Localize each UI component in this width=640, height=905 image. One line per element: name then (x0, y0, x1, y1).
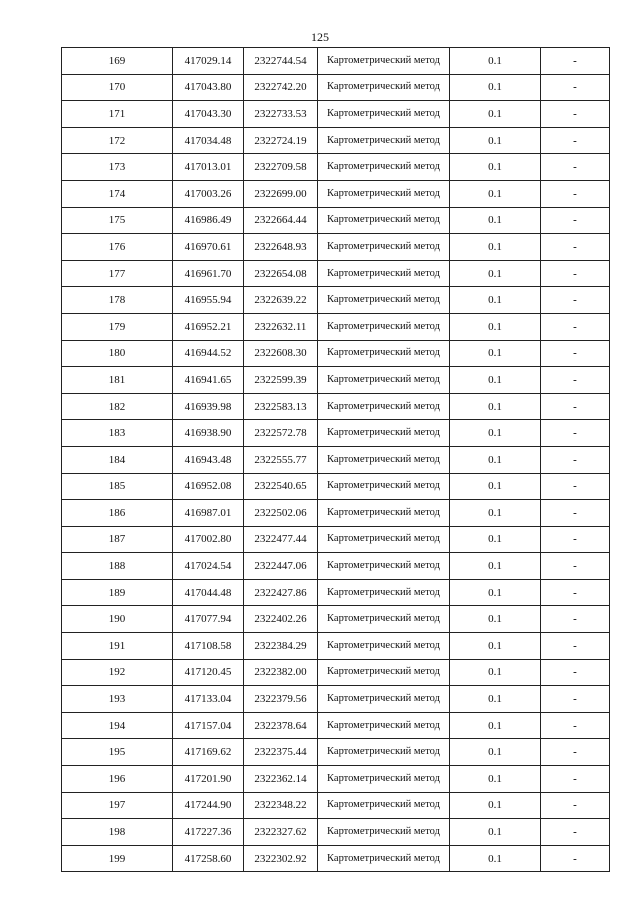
x-coordinate-cell: 417244.90 (173, 792, 244, 819)
method-cell: Картометрический метод (318, 367, 450, 394)
point-number-cell: 187 (62, 526, 173, 553)
method-cell: Картометрический метод (318, 659, 450, 686)
point-number-cell: 188 (62, 553, 173, 580)
table-row (62, 633, 610, 660)
accuracy-cell: 0.1 (450, 207, 541, 234)
y-coordinate-cell: 2322327.62 (244, 819, 318, 846)
method-cell: Картометрический метод (318, 101, 450, 128)
table-row (62, 739, 610, 766)
y-coordinate-cell: 2322362.14 (244, 766, 318, 793)
accuracy-cell: 0.1 (450, 154, 541, 181)
point-number-cell: 173 (62, 154, 173, 181)
point-number-cell: 193 (62, 686, 173, 713)
note-cell: - (541, 180, 610, 207)
note-cell: - (541, 287, 610, 314)
y-coordinate-cell: 2322599.39 (244, 367, 318, 394)
accuracy-cell: 0.1 (450, 500, 541, 527)
accuracy-cell: 0.1 (450, 48, 541, 75)
x-coordinate-cell: 416952.21 (173, 313, 244, 340)
point-number-cell: 194 (62, 712, 173, 739)
y-coordinate-cell: 2322709.58 (244, 154, 318, 181)
note-cell: - (541, 154, 610, 181)
accuracy-cell: 0.1 (450, 845, 541, 872)
point-number-cell: 196 (62, 766, 173, 793)
x-coordinate-cell: 416939.98 (173, 393, 244, 420)
y-coordinate-cell: 2322742.20 (244, 74, 318, 101)
point-number-cell: 179 (62, 313, 173, 340)
point-number-cell: 185 (62, 473, 173, 500)
note-cell: - (541, 367, 610, 394)
table-row (62, 473, 610, 500)
table-row (62, 553, 610, 580)
y-coordinate-cell: 2322402.26 (244, 606, 318, 633)
note-cell: - (541, 686, 610, 713)
point-number-cell: 171 (62, 101, 173, 128)
accuracy-cell: 0.1 (450, 473, 541, 500)
x-coordinate-cell: 417002.80 (173, 526, 244, 553)
x-coordinate-cell: 416938.90 (173, 420, 244, 447)
method-cell: Картометрический метод (318, 154, 450, 181)
note-cell: - (541, 393, 610, 420)
x-coordinate-cell: 417043.30 (173, 101, 244, 128)
note-cell: - (541, 234, 610, 261)
point-number-cell: 186 (62, 500, 173, 527)
x-coordinate-cell: 416941.65 (173, 367, 244, 394)
point-number-cell: 176 (62, 234, 173, 261)
y-coordinate-cell: 2322502.06 (244, 500, 318, 527)
y-coordinate-cell: 2322733.53 (244, 101, 318, 128)
y-coordinate-cell: 2322724.19 (244, 127, 318, 154)
x-coordinate-cell: 417077.94 (173, 606, 244, 633)
table-row (62, 500, 610, 527)
x-coordinate-cell: 416955.94 (173, 287, 244, 314)
point-number-cell: 170 (62, 74, 173, 101)
accuracy-cell: 0.1 (450, 127, 541, 154)
table-row (62, 234, 610, 261)
x-coordinate-cell: 416944.52 (173, 340, 244, 367)
y-coordinate-cell: 2322382.00 (244, 659, 318, 686)
x-coordinate-cell: 417043.80 (173, 74, 244, 101)
x-coordinate-cell: 417227.36 (173, 819, 244, 846)
table-row (62, 74, 610, 101)
note-cell: - (541, 74, 610, 101)
note-cell: - (541, 712, 610, 739)
note-cell: - (541, 446, 610, 473)
method-cell: Картометрический метод (318, 127, 450, 154)
y-coordinate-cell: 2322608.30 (244, 340, 318, 367)
note-cell: - (541, 526, 610, 553)
note-cell: - (541, 127, 610, 154)
y-coordinate-cell: 2322447.06 (244, 553, 318, 580)
x-coordinate-cell: 417258.60 (173, 845, 244, 872)
method-cell: Картометрический метод (318, 633, 450, 660)
table-row (62, 579, 610, 606)
y-coordinate-cell: 2322540.65 (244, 473, 318, 500)
y-coordinate-cell: 2322302.92 (244, 845, 318, 872)
point-number-cell: 191 (62, 633, 173, 660)
x-coordinate-cell: 417133.04 (173, 686, 244, 713)
method-cell: Картометрический метод (318, 819, 450, 846)
table-row (62, 606, 610, 633)
table-row (62, 393, 610, 420)
note-cell: - (541, 48, 610, 75)
point-number-cell: 199 (62, 845, 173, 872)
table-row (62, 287, 610, 314)
accuracy-cell: 0.1 (450, 606, 541, 633)
note-cell: - (541, 659, 610, 686)
accuracy-cell: 0.1 (450, 340, 541, 367)
note-cell: - (541, 766, 610, 793)
note-cell: - (541, 313, 610, 340)
table-row (62, 48, 610, 75)
table-row (62, 154, 610, 181)
point-number-cell: 192 (62, 659, 173, 686)
point-number-cell: 182 (62, 393, 173, 420)
method-cell: Картометрический метод (318, 766, 450, 793)
y-coordinate-cell: 2322348.22 (244, 792, 318, 819)
table-row (62, 819, 610, 846)
table-row (62, 367, 610, 394)
y-coordinate-cell: 2322375.44 (244, 739, 318, 766)
note-cell: - (541, 579, 610, 606)
table-row (62, 526, 610, 553)
table-row (62, 260, 610, 287)
y-coordinate-cell: 2322555.77 (244, 446, 318, 473)
note-cell: - (541, 340, 610, 367)
method-cell: Картометрический метод (318, 180, 450, 207)
table-row (62, 659, 610, 686)
method-cell: Картометрический метод (318, 446, 450, 473)
point-number-cell: 178 (62, 287, 173, 314)
accuracy-cell: 0.1 (450, 792, 541, 819)
accuracy-cell: 0.1 (450, 180, 541, 207)
x-coordinate-cell: 417034.48 (173, 127, 244, 154)
accuracy-cell: 0.1 (450, 101, 541, 128)
accuracy-cell: 0.1 (450, 686, 541, 713)
note-cell: - (541, 792, 610, 819)
point-number-cell: 195 (62, 739, 173, 766)
y-coordinate-cell: 2322378.64 (244, 712, 318, 739)
table-row (62, 766, 610, 793)
point-number-cell: 177 (62, 260, 173, 287)
accuracy-cell: 0.1 (450, 234, 541, 261)
y-coordinate-cell: 2322427.86 (244, 579, 318, 606)
x-coordinate-cell: 417024.54 (173, 553, 244, 580)
table-row (62, 127, 610, 154)
accuracy-cell: 0.1 (450, 420, 541, 447)
method-cell: Картометрический метод (318, 48, 450, 75)
accuracy-cell: 0.1 (450, 313, 541, 340)
x-coordinate-cell: 416987.01 (173, 500, 244, 527)
method-cell: Картометрический метод (318, 313, 450, 340)
note-cell: - (541, 739, 610, 766)
y-coordinate-cell: 2322654.08 (244, 260, 318, 287)
table-row (62, 686, 610, 713)
method-cell: Картометрический метод (318, 553, 450, 580)
table-row (62, 340, 610, 367)
table-row (62, 446, 610, 473)
method-cell: Картометрический метод (318, 207, 450, 234)
method-cell: Картометрический метод (318, 340, 450, 367)
point-number-cell: 197 (62, 792, 173, 819)
point-number-cell: 180 (62, 340, 173, 367)
note-cell: - (541, 260, 610, 287)
x-coordinate-cell: 417120.45 (173, 659, 244, 686)
note-cell: - (541, 553, 610, 580)
method-cell: Картометрический метод (318, 792, 450, 819)
page-number: 125 (311, 30, 329, 44)
x-coordinate-cell: 417044.48 (173, 579, 244, 606)
point-number-cell: 181 (62, 367, 173, 394)
coordinates-table (61, 47, 610, 872)
table-row (62, 101, 610, 128)
note-cell: - (541, 420, 610, 447)
method-cell: Картометрический метод (318, 579, 450, 606)
point-number-cell: 174 (62, 180, 173, 207)
accuracy-cell: 0.1 (450, 446, 541, 473)
x-coordinate-cell: 416952.08 (173, 473, 244, 500)
note-cell: - (541, 500, 610, 527)
accuracy-cell: 0.1 (450, 553, 541, 580)
point-number-cell: 198 (62, 819, 173, 846)
table-row (62, 420, 610, 447)
point-number-cell: 189 (62, 579, 173, 606)
accuracy-cell: 0.1 (450, 367, 541, 394)
table-row (62, 207, 610, 234)
accuracy-cell: 0.1 (450, 739, 541, 766)
x-coordinate-cell: 417108.58 (173, 633, 244, 660)
note-cell: - (541, 633, 610, 660)
table-row (62, 792, 610, 819)
point-number-cell: 190 (62, 606, 173, 633)
point-number-cell: 184 (62, 446, 173, 473)
method-cell: Картометрический метод (318, 287, 450, 314)
accuracy-cell: 0.1 (450, 712, 541, 739)
table-row (62, 712, 610, 739)
table-row (62, 180, 610, 207)
point-number-cell: 169 (62, 48, 173, 75)
method-cell: Картометрический метод (318, 712, 450, 739)
y-coordinate-cell: 2322632.11 (244, 313, 318, 340)
accuracy-cell: 0.1 (450, 393, 541, 420)
note-cell: - (541, 606, 610, 633)
method-cell: Картометрический метод (318, 74, 450, 101)
x-coordinate-cell: 416970.61 (173, 234, 244, 261)
accuracy-cell: 0.1 (450, 819, 541, 846)
note-cell: - (541, 473, 610, 500)
accuracy-cell: 0.1 (450, 287, 541, 314)
table-row (62, 313, 610, 340)
method-cell: Картометрический метод (318, 845, 450, 872)
x-coordinate-cell: 416986.49 (173, 207, 244, 234)
x-coordinate-cell: 417013.01 (173, 154, 244, 181)
accuracy-cell: 0.1 (450, 260, 541, 287)
x-coordinate-cell: 417029.14 (173, 48, 244, 75)
method-cell: Картометрический метод (318, 606, 450, 633)
y-coordinate-cell: 2322384.29 (244, 633, 318, 660)
method-cell: Картометрический метод (318, 739, 450, 766)
method-cell: Картометрический метод (318, 393, 450, 420)
point-number-cell: 183 (62, 420, 173, 447)
y-coordinate-cell: 2322699.00 (244, 180, 318, 207)
point-number-cell: 172 (62, 127, 173, 154)
x-coordinate-cell: 416961.70 (173, 260, 244, 287)
method-cell: Картометрический метод (318, 526, 450, 553)
y-coordinate-cell: 2322379.56 (244, 686, 318, 713)
y-coordinate-cell: 2322572.78 (244, 420, 318, 447)
y-coordinate-cell: 2322477.44 (244, 526, 318, 553)
x-coordinate-cell: 417169.62 (173, 739, 244, 766)
x-coordinate-cell: 417003.26 (173, 180, 244, 207)
method-cell: Картометрический метод (318, 686, 450, 713)
accuracy-cell: 0.1 (450, 526, 541, 553)
y-coordinate-cell: 2322583.13 (244, 393, 318, 420)
note-cell: - (541, 207, 610, 234)
method-cell: Картометрический метод (318, 260, 450, 287)
note-cell: - (541, 101, 610, 128)
accuracy-cell: 0.1 (450, 579, 541, 606)
point-number-cell: 175 (62, 207, 173, 234)
x-coordinate-cell: 416943.48 (173, 446, 244, 473)
method-cell: Картометрический метод (318, 500, 450, 527)
method-cell: Картометрический метод (318, 420, 450, 447)
accuracy-cell: 0.1 (450, 766, 541, 793)
y-coordinate-cell: 2322639.22 (244, 287, 318, 314)
method-cell: Картометрический метод (318, 473, 450, 500)
method-cell: Картометрический метод (318, 234, 450, 261)
y-coordinate-cell: 2322664.44 (244, 207, 318, 234)
accuracy-cell: 0.1 (450, 633, 541, 660)
y-coordinate-cell: 2322744.54 (244, 48, 318, 75)
table-row (62, 845, 610, 872)
accuracy-cell: 0.1 (450, 74, 541, 101)
x-coordinate-cell: 417201.90 (173, 766, 244, 793)
y-coordinate-cell: 2322648.93 (244, 234, 318, 261)
note-cell: - (541, 845, 610, 872)
accuracy-cell: 0.1 (450, 659, 541, 686)
coordinates-table-body (62, 48, 610, 872)
x-coordinate-cell: 417157.04 (173, 712, 244, 739)
note-cell: - (541, 819, 610, 846)
